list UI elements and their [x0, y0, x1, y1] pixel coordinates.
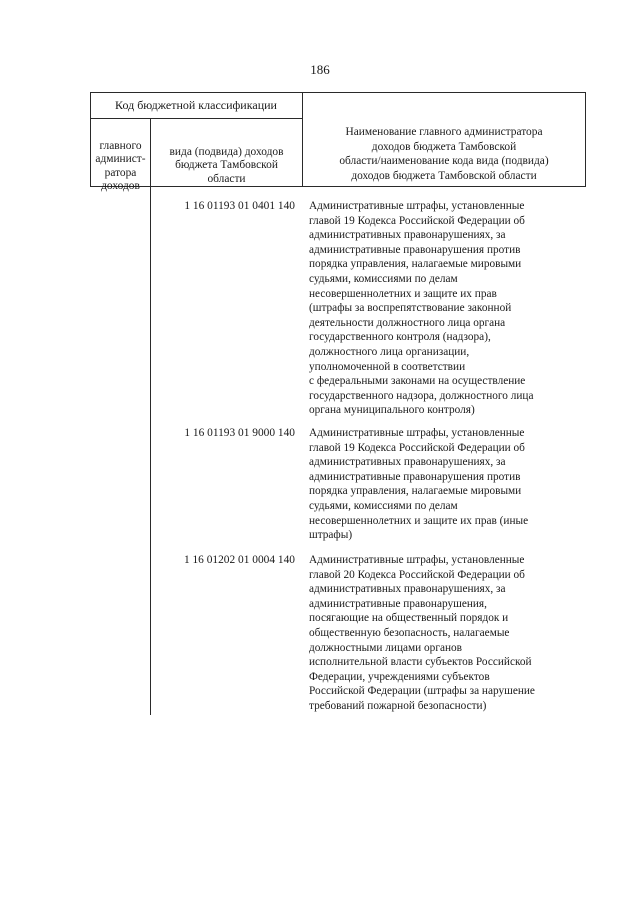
row-3-description: Административные штрафы, установленные главой 20 Кодекса Российской Федерации об административных правонарушениях, за административные правонарушения, посягающие на общественный порядок и общественную безопасность, налагаемые должностными лицами органов исполнительной власти субъектов Российской Федерации, учреждениями субъектов Российской Федерации (штрафы за нарушение требований пожарной безопасности)	[309, 554, 535, 712]
row-3-code: 1 16 01202 01 0004 140	[183, 554, 295, 566]
row-1-code: 1 16 01193 01 0401 140	[184, 200, 295, 212]
row-2-code: 1 16 01193 01 9000 140	[184, 427, 295, 439]
header-group-divider	[90, 118, 302, 119]
row-2-description: Административные штрафы, установленные главой 19 Кодекса Российской Федерации об административных правонарушениях, за административные правонарушения против порядка управления, налагаемые мировыми судьями, комиссиями по делам несовершеннолетних и защите их прав (иные штрафы)	[309, 427, 529, 542]
column-divider-admin	[150, 118, 151, 715]
table-right-border	[585, 92, 586, 187]
row-1-description: Административные штрафы, установленные главой 19 Кодекса Российской Федерации об административных правонарушениях, за административные правонарушения против порядка управления, налагаемые мировыми судьями, комиссиями по делам несовершеннолетних и защите их прав (штрафы за воспрепятствование законной деятельности должностного лица органа государственного контроля (надзора), должностного лица организации, уполномоченной в соответствии с федеральными законами на осуществление государственного надзора, должностного лица органа муниципального контроля)	[309, 200, 534, 417]
table-top-border	[90, 92, 586, 93]
page-number: 186	[310, 62, 330, 77]
header-income-type-column: вида (подвида) доходов бюджета Тамбовской области	[169, 145, 284, 185]
header-name-column: Наименование главного администратора доходов бюджета Тамбовской области/наименование кода вида (подвида) доходов бюджета Тамбовской области	[339, 126, 549, 182]
header-classification-group: Код бюджетной классификации	[115, 98, 277, 112]
header-admin-column: главного админист- ратора доходов	[95, 139, 146, 192]
